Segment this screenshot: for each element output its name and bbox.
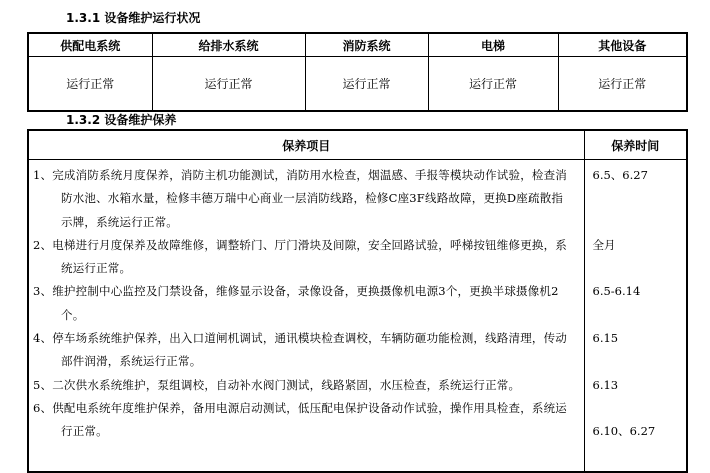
- maintenance-dates-cell: [584, 160, 687, 472]
- header-other-equipment: 其他设备: [558, 33, 687, 57]
- header-maintenance-date: 保养时间: [584, 130, 687, 160]
- section-title-operation-status: 1.3.1 设备维护运行状况: [66, 11, 201, 25]
- maintenance-body-row: [28, 160, 687, 472]
- operation-status-table: [27, 32, 688, 112]
- maintenance-date: 6.5-6.14: [592, 284, 641, 299]
- header-elevator: 电梯: [428, 33, 558, 57]
- maintenance-header-row: [28, 130, 687, 160]
- maintenance-item: 1、完成消防系统月度保养，消防主机功能测试，消防用水检查，烟温感、手报等模块动作试验，检查消防水池、水箱水量，检修丰德万瑞中心商业一层消防线路，检修C座3F线路故障，更换D座疏散指示牌，系统运行正常。: [33, 168, 568, 229]
- maintenance-item: 5、二次供水系统维护，泵组调校，自动补水阀门测试，线路紧固，水压检查，系统运行正常。: [33, 377, 521, 392]
- maintenance-date: 6.5、6.27: [592, 168, 648, 182]
- header-maintenance-items: 保养项目: [28, 130, 584, 160]
- status-power-supply: 运行正常: [28, 57, 152, 112]
- status-value-row: [28, 57, 687, 112]
- maintenance-table: [27, 129, 688, 473]
- maintenance-date: 6.13: [592, 377, 619, 392]
- maintenance-items-cell: [28, 160, 584, 472]
- header-water-supply: 给排水系统: [152, 33, 305, 57]
- maintenance-item: 3、维护控制中心监控及门禁设备，维修显示设备，录像设备，更换摄像机电源3个，更换半球摄像机2个。: [33, 284, 559, 322]
- maintenance-item: 6、供配电系统年度维护保养，备用电源启动测试，低压配电保护设备动作试验，操作用具检查，系统运行正常。: [33, 400, 568, 439]
- maintenance-item: 4、停车场系统维护保养，出入口道闸机调试，通讯模块检查调校，车辆防砸功能检测，线路清理，传动部件润滑，系统运行正常。: [33, 331, 568, 369]
- status-header-row: [28, 33, 687, 57]
- status-elevator: 运行正常: [428, 57, 558, 112]
- header-power-supply: 供配电系统: [28, 33, 152, 57]
- maintenance-item: 2、电梯进行月度保养及故障维修，调整轿门、厅门滑块及间隙，安全回路试验，呼梯按钮维修更换，系统运行正常。: [33, 237, 568, 276]
- status-fire-protection: 运行正常: [305, 57, 428, 112]
- status-other-equipment: 运行正常: [558, 57, 687, 112]
- status-water-supply: 运行正常: [152, 57, 305, 112]
- maintenance-date: 6.10、6.27: [592, 424, 656, 439]
- section-title-maintenance: 1.3.2 设备维护保养: [66, 113, 177, 127]
- maintenance-date: 全月: [592, 237, 616, 252]
- maintenance-date: 6.15: [592, 331, 619, 346]
- header-fire-protection: 消防系统: [305, 33, 428, 57]
